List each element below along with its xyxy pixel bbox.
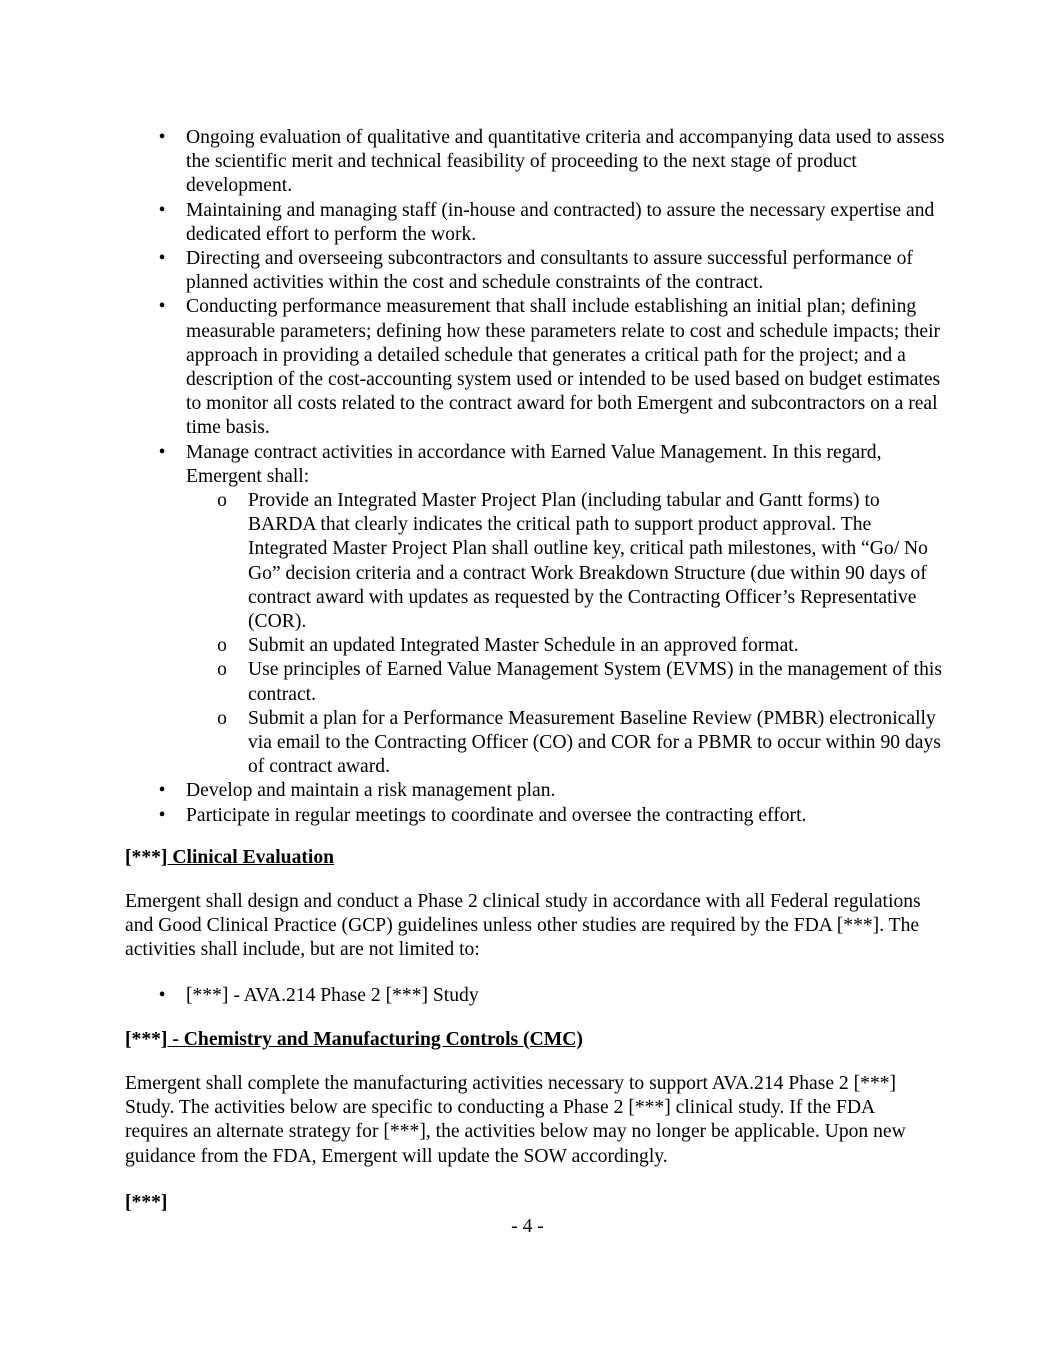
list-item	[158, 199, 946, 247]
sub-list-item	[217, 658, 946, 706]
list-item	[158, 441, 946, 780]
page-number: - 4 -	[511, 1216, 544, 1237]
heading-redaction: [***]	[125, 1029, 168, 1050]
sub-bullet-marker: o	[217, 490, 227, 512]
list-item-text: Directing and overseeing subcontractors and consultants to assure successful performance of planned activities within the cost and schedule constraints of the contract.	[186, 248, 913, 294]
sub-list-item	[217, 707, 946, 780]
clinical-evaluation-paragraph: Emergent shall design and conduct a Phase 2 clinical study in accordance with all Federal regulations and Good Clinical Practice (GCP) guidelines unless other studies are required by the FDA [***]. The activities shall include, but are not limited to:	[125, 891, 921, 961]
bullet-marker: •	[158, 780, 166, 802]
list-item	[158, 247, 946, 295]
list-item-text: Maintaining and managing staff (in-house and contracted) to assure the necessary expertise and dedicated effort to perform the work.	[186, 199, 935, 245]
sub-list-item-text: Use principles of Earned Value Management System (EVMS) in the management of this contract.	[248, 659, 942, 705]
list-item-text: Manage contract activities in accordance with Earned Value Management. In this regard, Emergent shall:	[186, 441, 882, 487]
list-item	[158, 804, 946, 828]
clinical-study-bullet	[158, 984, 926, 1008]
list-item	[158, 779, 946, 803]
sub-list-item-text: Submit an updated Integrated Master Schedule in an approved format.	[248, 635, 799, 657]
bullet-marker: •	[158, 248, 166, 270]
sub-bullet-marker: o	[217, 635, 227, 657]
sub-list-item	[217, 634, 946, 658]
heading-title: Clinical Evaluation	[167, 847, 335, 868]
clinical-evaluation-heading	[125, 846, 935, 870]
list-item-text: Conducting performance measurement that shall include establishing an initial plan; defining measurable parameters; defining how these parameters relate to cost and schedule impacts; their approach in providing a detailed schedule that generates a critical path for the project; and a description of the cost-accounting system used or intended to be used based on budget estimates to monitor all costs related to the contract award for both Emergent and subcontractors on a real time basis.	[186, 296, 941, 439]
cmc-heading	[125, 1028, 935, 1052]
bullet-marker: •	[158, 985, 166, 1006]
bullet-marker: •	[158, 127, 166, 148]
heading-redaction: [***]	[125, 847, 168, 868]
evm-sub-list	[217, 489, 946, 779]
bullet-marker: •	[158, 199, 166, 221]
bullet-marker: •	[158, 804, 166, 826]
clinical-study-bullet-text: [***] - AVA.214 Phase 2 [***] Study	[186, 985, 479, 1006]
sub-list-item-text: Submit a plan for a Performance Measurement Baseline Review (PMBR) electronically via email to the Contracting Officer (CO) and COR for a PBMR to occur within 90 days of contract award.	[248, 707, 941, 778]
list-item-text: Participate in regular meetings to coordinate and oversee the contracting effort.	[186, 804, 807, 826]
bullet-marker: •	[158, 441, 166, 463]
heading-title: - Chemistry and Manufacturing Controls (CMC)	[167, 1029, 583, 1050]
sub-list-item-text: Provide an Integrated Master Project Plan (including tabular and Gantt forms) to BARDA that clearly indicates the critical path to support product approval. The Integrated Master Project Plan shall outline key, critical path milestones, with “Go/ No Go” decision criteria and a contract Work Breakdown Structure (due within 90 days of contract award with updates as requested by the Contracting Officer’s Representative (COR).	[248, 490, 928, 633]
sub-list-item	[217, 489, 946, 634]
sub-bullet-marker: o	[217, 707, 227, 729]
management-bullet-list	[158, 126, 946, 828]
bullet-marker: •	[158, 296, 166, 318]
list-item-text: Ongoing evaluation of qualitative and quantitative criteria and accompanying data used to assess the scientific merit and technical feasibility of proceeding to the next stage of product development.	[186, 127, 945, 197]
list-item-text: Develop and maintain a risk management plan.	[186, 780, 556, 802]
list-item	[158, 126, 946, 199]
list-item	[158, 295, 946, 440]
cmc-paragraph: Emergent shall complete the manufacturing activities necessary to support AVA.214 Phase 2 [***] Study. The activities below are specific to conducting a Phase 2 [***] clinical study. If the FDA requires an alternate strategy for [***], the activities below may no longer be applicable. Upon new guidance from the FDA, Emergent will update the SOW accordingly.	[125, 1073, 906, 1167]
sub-bullet-marker: o	[217, 659, 227, 681]
redacted-heading: [***]	[125, 1192, 168, 1213]
